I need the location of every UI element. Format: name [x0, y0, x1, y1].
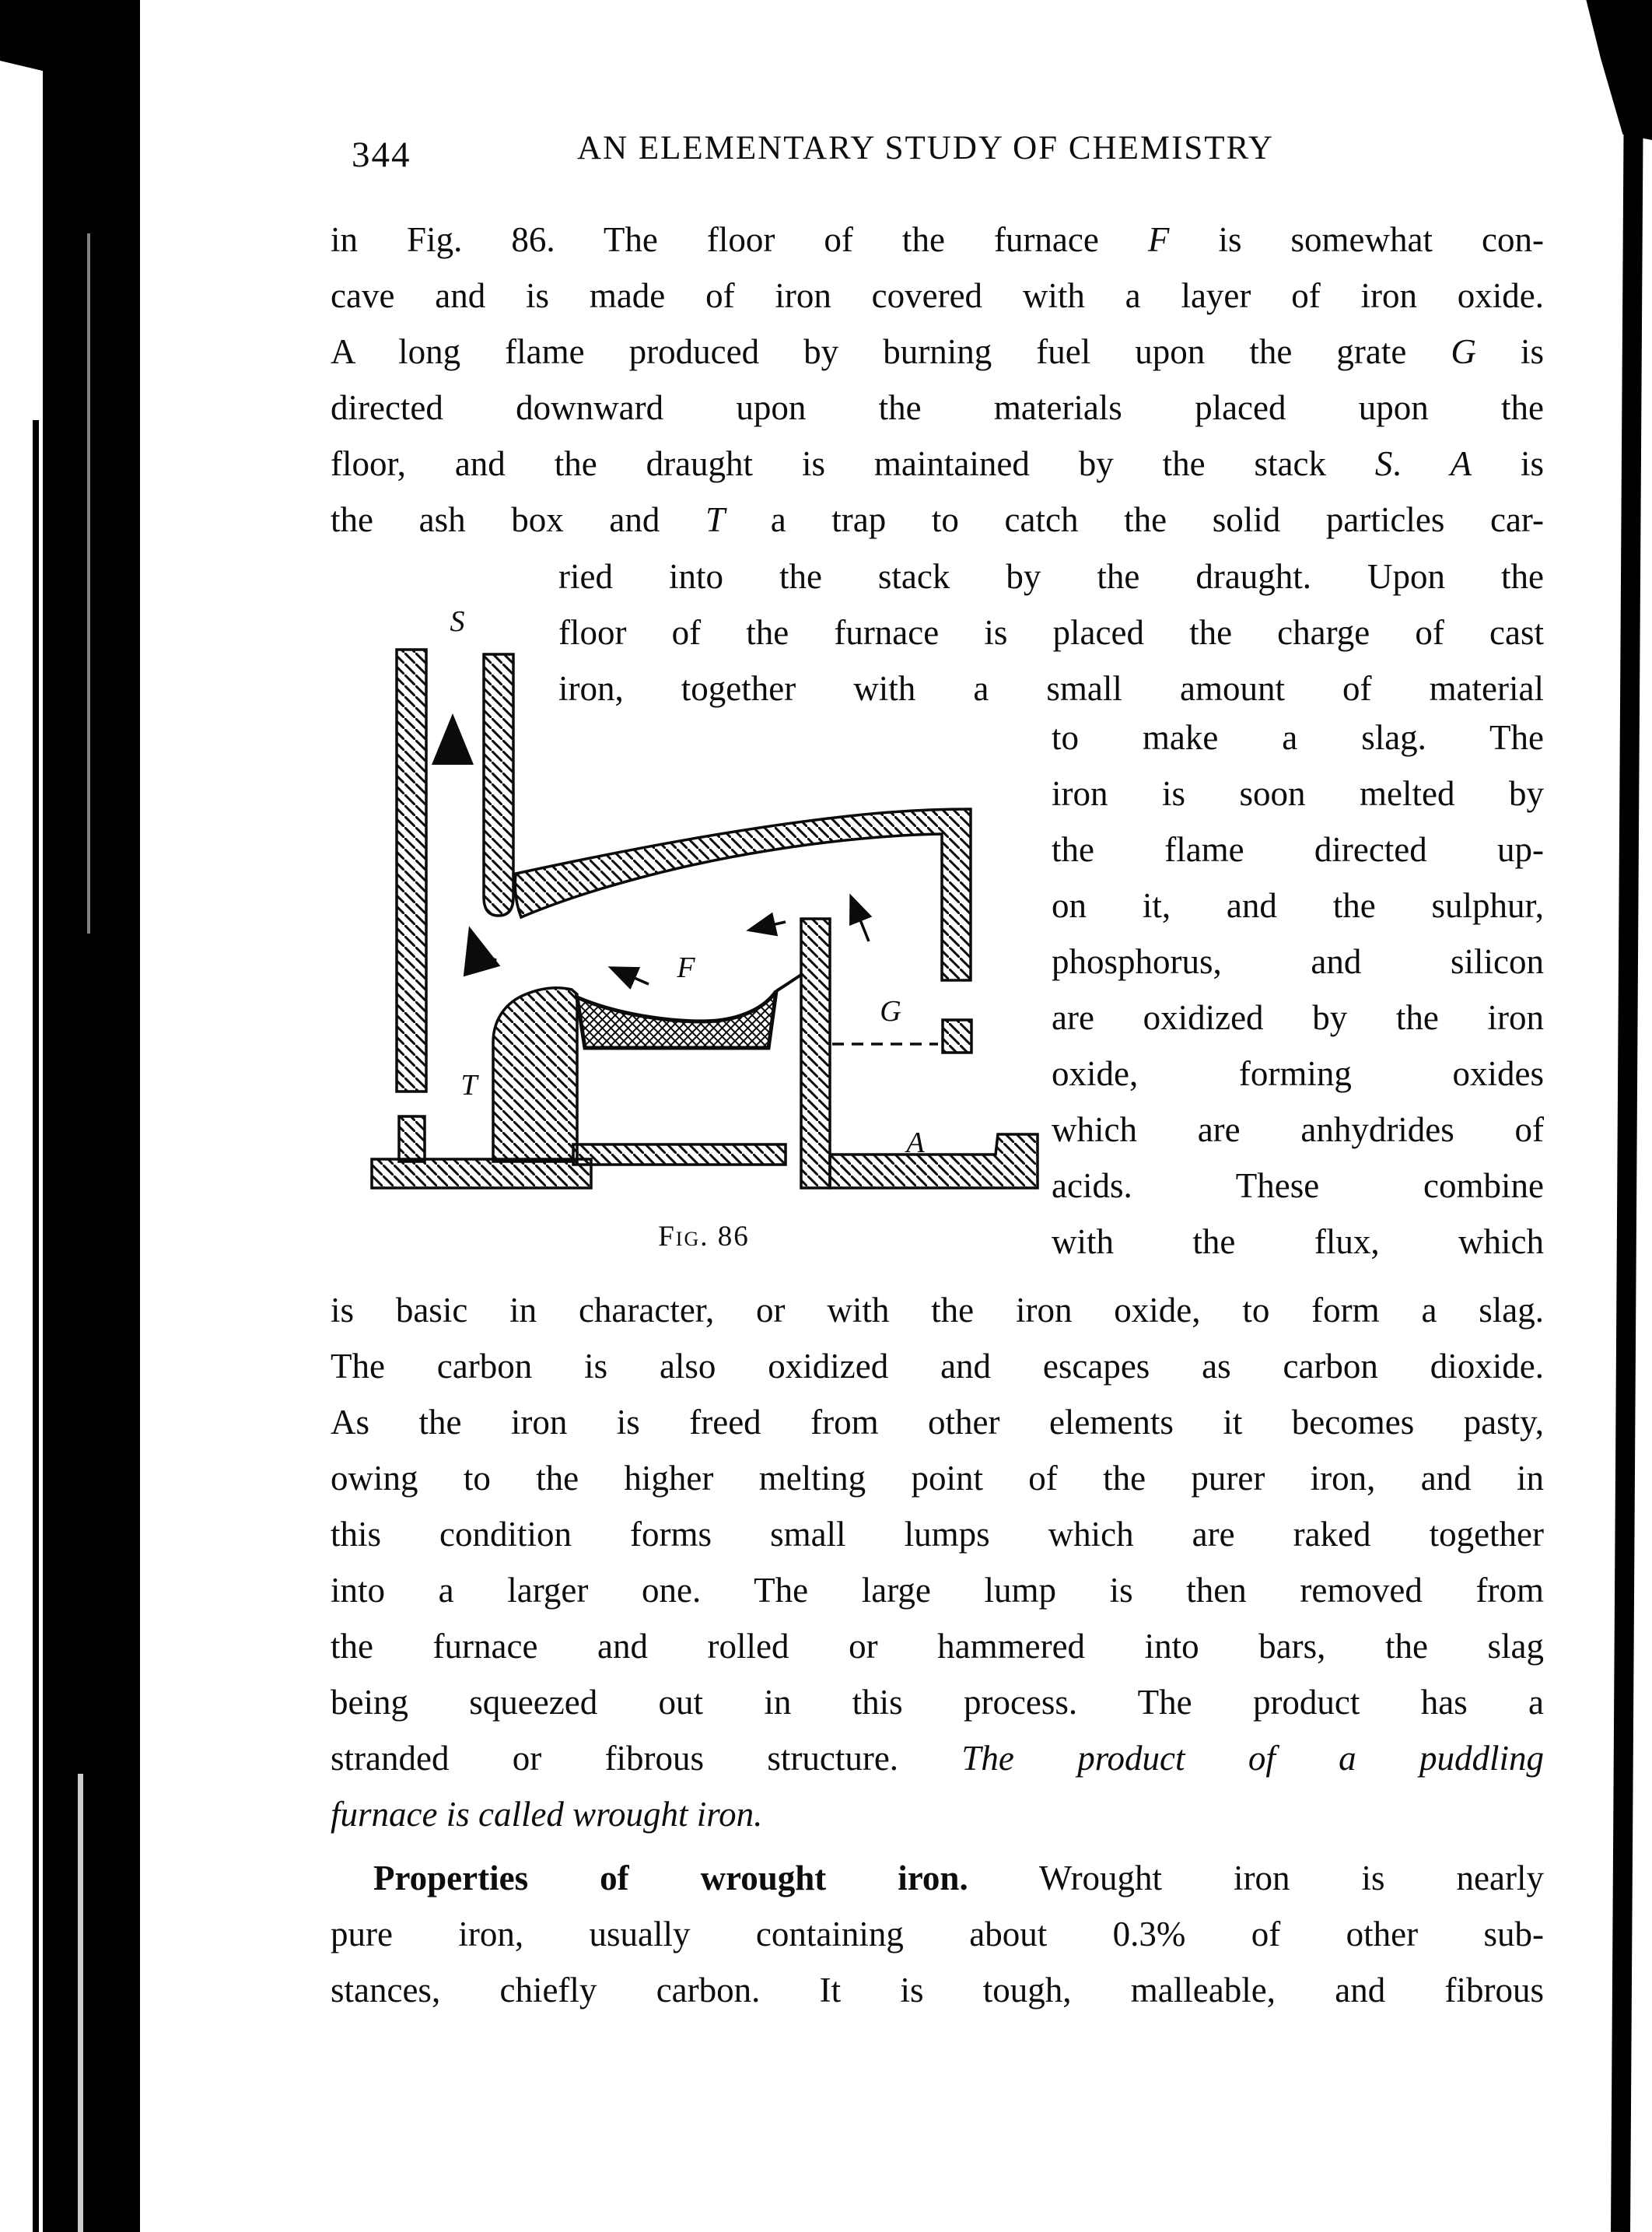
text-line — [1052, 822, 1544, 878]
text-segment: into a larger one. The large lump is then removed from — [331, 1571, 1544, 1610]
text-segment: The carbon is also oxidized and escapes as carbon dioxide. — [331, 1347, 1544, 1386]
text-segment: to make a slag. The — [1052, 718, 1544, 757]
text-line — [331, 1338, 1544, 1394]
text-line — [331, 268, 1544, 324]
text-segment: is basic in character, or with the iron oxide, to form a slag. — [331, 1291, 1544, 1330]
paragraph-properties — [331, 1850, 1544, 2018]
text-segment: in Fig. 86. The floor of the furnace — [331, 220, 1148, 259]
text-segment: a trap to catch the solid particles car- — [725, 500, 1544, 539]
label-trap: T — [460, 1069, 478, 1102]
scan-artifact-left-streak — [33, 420, 39, 2232]
text-segment: T — [705, 500, 726, 539]
text-segment: ried into the stack by the draught. Upon the — [558, 557, 1544, 596]
text-segment: owing to the higher melting point of the purer iron, and in — [331, 1459, 1544, 1498]
air-inlet-block — [943, 1020, 971, 1053]
text-segment: G — [1451, 332, 1476, 371]
text-segment: on it, and the sulphur, — [1052, 886, 1544, 925]
text-line — [1052, 878, 1544, 934]
text-line — [331, 1674, 1544, 1730]
text-line — [331, 1962, 1544, 2018]
text-line — [331, 1394, 1544, 1450]
text-line — [331, 1618, 1544, 1674]
running-head: AN ELEMENTARY STUDY OF CHEMISTRY — [577, 130, 1274, 166]
basin-right-lip-line — [776, 975, 801, 991]
text-line — [1052, 1046, 1544, 1102]
flame-curved-arrow — [471, 934, 496, 961]
text-line — [331, 324, 1544, 380]
label-grate: G — [880, 995, 901, 1028]
text-line — [1052, 1158, 1544, 1214]
text-line — [331, 1450, 1544, 1506]
text-segment: Properties of wrought iron. — [373, 1859, 968, 1897]
text-line — [331, 1730, 1544, 1786]
text-segment: iron is soon melted by — [1052, 774, 1544, 813]
text-line — [331, 436, 1544, 492]
label-furnace: F — [677, 951, 695, 984]
text-segment: floor, and the draught is maintained by the stack — [331, 444, 1375, 483]
text-segment: F — [1147, 220, 1170, 259]
text-segment: oxide, forming oxides — [1052, 1054, 1544, 1093]
text-segment: stances, chiefly carbon. It is tough, malleable, and fibrous — [331, 1971, 1544, 2010]
figure-86-diagram — [350, 587, 1050, 1218]
text-segment: the furnace and rolled or hammered into bars, the slag — [331, 1627, 1544, 1666]
text-segment: pure iron, usually containing about 0.3% of other sub- — [331, 1915, 1544, 1953]
flame-arrow-left — [613, 969, 649, 984]
scan-artifact-left-gutter — [43, 0, 140, 2232]
hearth-left-pillar — [493, 988, 577, 1162]
page-number: 344 — [352, 135, 411, 175]
text-line — [331, 212, 1544, 268]
text-line — [1052, 934, 1544, 990]
text-segment: furnace is called wrought iron. — [331, 1795, 763, 1834]
text-line — [331, 1850, 1544, 1906]
text-segment: . — [1392, 444, 1451, 483]
trap-foot-wall — [399, 1116, 425, 1162]
text-segment: Wrought iron is nearly — [968, 1859, 1544, 1897]
text-segment: acids. These combine — [1052, 1166, 1544, 1205]
text-segment: this condition forms small lumps which are raked together — [331, 1515, 1544, 1554]
text-line — [1052, 990, 1544, 1046]
scan-artifact-gutter-slit — [78, 1774, 83, 2232]
text-segment: A — [1450, 444, 1472, 483]
text-segment: iron, together with a small amount of material — [558, 669, 1544, 708]
text-line — [331, 1906, 1544, 1962]
hearth-floor-slab — [573, 1144, 786, 1165]
flame-arrow-grate — [852, 899, 869, 941]
text-segment: stranded or fibrous structure. — [331, 1739, 962, 1778]
text-line — [1052, 1214, 1544, 1270]
paragraph-right-column — [1052, 710, 1544, 1270]
text-segment: being squeezed out in this process. The product has a — [331, 1683, 1544, 1722]
grate-bridge-wall — [801, 919, 830, 1188]
figure-caption: Fig. 86 — [658, 1221, 750, 1253]
text-line — [1052, 766, 1544, 822]
text-segment: floor of the furnace is placed the charge of cast — [558, 613, 1544, 652]
label-stack: S — [450, 605, 465, 638]
text-segment: The product of a puddling — [961, 1739, 1544, 1778]
text-line — [331, 492, 1544, 548]
text-segment: which are anhydrides of — [1052, 1110, 1544, 1149]
text-segment: are oxidized by the iron — [1052, 998, 1544, 1037]
text-line — [331, 1562, 1544, 1618]
text-line — [331, 1506, 1544, 1562]
text-segment: the flame directed up- — [1052, 830, 1544, 869]
text-line — [1052, 1102, 1544, 1158]
ash-pit-base — [830, 1134, 1038, 1188]
text-line — [1052, 710, 1544, 766]
stack-inner-wall — [484, 654, 513, 916]
text-segment: phosphorus, and silicon — [1052, 942, 1544, 981]
left-base-slab — [372, 1159, 591, 1188]
scan-artifact-gutter-slit2 — [87, 233, 90, 934]
stack-outer-wall — [397, 650, 426, 1091]
text-segment: cave and is made of iron covered with a layer of iron oxide. — [331, 276, 1544, 315]
text-segment: A long flame produced by burning fuel upon the grate — [331, 332, 1451, 371]
text-line — [331, 380, 1544, 436]
scan-artifact-right-strip — [1611, 70, 1643, 2232]
furnace-roof — [515, 809, 971, 980]
text-segment: As the iron is freed from other elements it becomes pasty, — [331, 1403, 1544, 1442]
paragraph-main — [331, 1282, 1544, 1842]
text-segment: directed downward upon the materials placed upon the — [331, 388, 1544, 427]
text-line — [331, 1282, 1544, 1338]
paragraph-intro — [331, 212, 1544, 548]
text-segment: is — [1472, 444, 1545, 483]
label-ash-box: A — [906, 1127, 925, 1159]
charge-basin — [577, 991, 776, 1048]
text-segment: is — [1475, 332, 1545, 371]
flame-arrow-mid — [751, 922, 786, 930]
text-segment: is somewhat con- — [1169, 220, 1544, 259]
text-segment: the ash box and — [331, 500, 706, 539]
text-line — [331, 1786, 1544, 1842]
text-segment: S — [1374, 444, 1393, 483]
text-segment: with the flux, which — [1052, 1222, 1544, 1261]
